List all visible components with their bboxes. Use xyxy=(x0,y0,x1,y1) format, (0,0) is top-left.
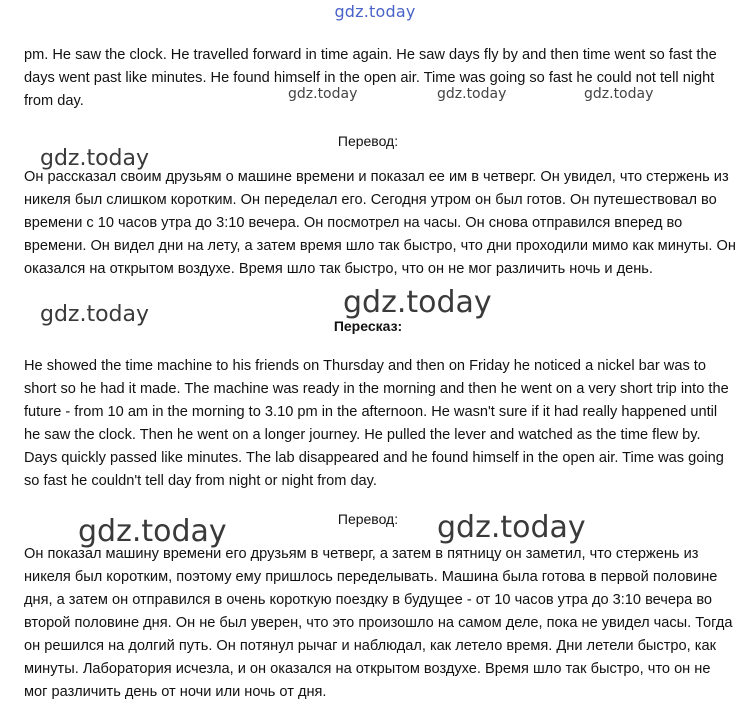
watermark-text: gdz.today xyxy=(437,510,586,545)
russian-translation-1-paragraph: Он рассказал своим друзьям о машине времени и показал ее им в четверг. Он увидел, что стержень из никеля был слишком коротким. Он переделал его. Сегодня утром он был готов. Он путешествовал во времени с 10 часов утра до 3:10 вечера. Он посмотрел на часы. Он снова отправился вперед во времени. Он видел дни на лету, а затем время шло так быстро, что дни проходили мимо как минуты. Он оказался на открытом воздухе. Время шло так быстро, что он не мог различить ночь и день. xyxy=(24,169,736,277)
retelling-heading: Пересказ: xyxy=(333,318,403,334)
russian-translation-2-paragraph: Он показал машину времени его друзьям в четверг, а затем в пятницу он заметил, что стержень из никеля был коротким, поэтому ему пришлось переделывать. Машина была готова в первой половине дня, а затем он отправился в очень короткую поездку в будущее - от 10 часов утра до 3:10 вечера во второй половине дня. Он не был уверен, что это произошло на самом деле, пока не увидел часы. Тогда он решился на долгий путь. Он потянул рычаг и наблюдал, как летело время. Дни летели быстро, как минуты. Лаборатория исчезла, и он оказался на открытом воздухе. Время шло так быстро, что он не мог различить день от ночи или ночь от дня. xyxy=(24,546,733,700)
watermark-text: gdz.today xyxy=(288,86,358,102)
translation-heading-2: Перевод: xyxy=(337,511,399,527)
watermark-text: gdz.today xyxy=(584,86,654,102)
watermark-text: gdz.today xyxy=(40,146,150,171)
site-header-logo: gdz.today xyxy=(334,2,416,21)
english-retelling-paragraph: He showed the time machine to his friends on Thursday and then on Friday he noticed a nickel bar was to short so he had it made. The machine was ready in the morning and then he went on a very short trip into the future - from 10 am in the morning to 3.10 pm in the afternoon. He wasn't sure if it had really happened until he saw the clock. Then he went on a longer journey. He pulled the lever and watched as the time flew by. Days quickly passed like minutes. The lab disappeared and he found himself in the open air. Time was going so fast he couldn't tell day from night or night from day. xyxy=(24,358,729,489)
watermark-text: gdz.today xyxy=(343,285,492,320)
english-story-end-paragraph: pm. He saw the clock. He travelled forward in time again. He saw days fly by and then time went so fast the days went past like minutes. He found himself in the open air. Time was going so fast he could not tell night from day. xyxy=(24,47,717,109)
watermark-text: gdz.today xyxy=(78,514,227,549)
translation-heading-1: Перевод: xyxy=(337,133,399,149)
watermark-text: gdz.today xyxy=(437,86,507,102)
watermark-text: gdz.today xyxy=(40,302,150,327)
